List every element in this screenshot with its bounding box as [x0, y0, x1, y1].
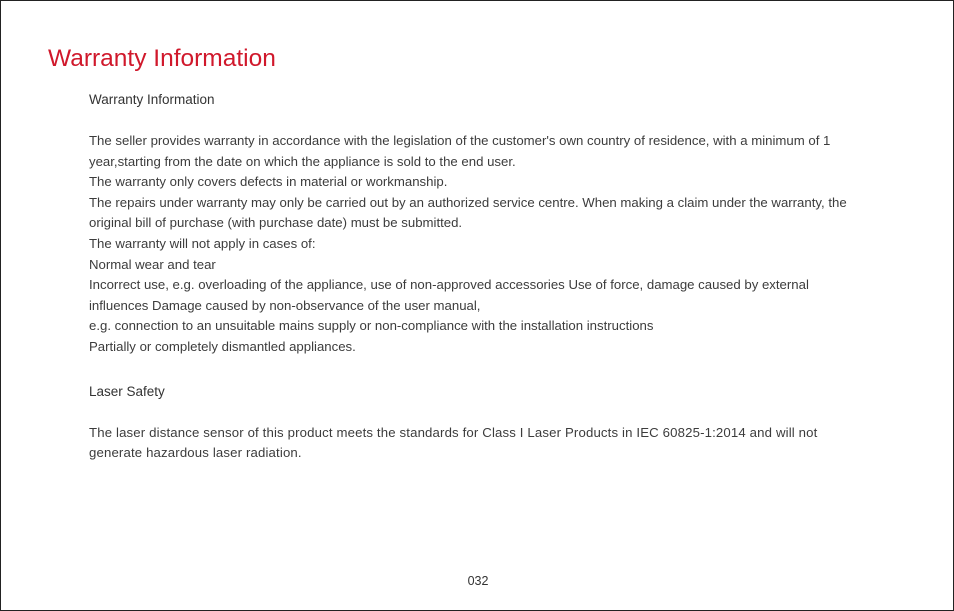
warranty-paragraph: Incorrect use, e.g. overloading of the appliance, use of non-approved accessories Use of force, damage caused by external influences Damage caused by non-observance of the user manual,: [89, 277, 809, 313]
warranty-paragraph: The repairs under warranty may only be carried out by an authorized service centre. When making a claim under the warranty, the original bill of purchase (with purchase date) must be submitted.: [89, 194, 847, 231]
warranty-heading: Warranty Information: [89, 92, 215, 107]
warranty-paragraph: Partially or completely dismantled appliances.: [89, 338, 356, 354]
page-title: Warranty Information: [48, 45, 276, 72]
warranty-paragraph: Normal wear and tear: [89, 256, 216, 272]
warranty-paragraph: The warranty only covers defects in material or workmanship.: [89, 174, 448, 190]
warranty-body: [89, 131, 869, 358]
warranty-paragraph: The warranty will not apply in cases of:: [89, 235, 316, 251]
page-content: [89, 90, 869, 464]
warranty-paragraph: e.g. connection to an unsuitable mains supply or non-compliance with the installation instructions: [89, 318, 654, 334]
warranty-paragraph: The seller provides warranty in accordance with the legislation of the customer's own country of residence, with a minimum of 1 year,starting from the date on which the appliance is sold to the end user.: [89, 133, 831, 169]
page-number: 032: [467, 574, 489, 588]
laser-safety-text: The laser distance sensor of this product meets the standards for Class I Laser Products in IEC 60825-1:2014 and will not generate hazardous laser radiation.: [89, 424, 818, 461]
laser-safety-heading: Laser Safety: [89, 383, 165, 399]
